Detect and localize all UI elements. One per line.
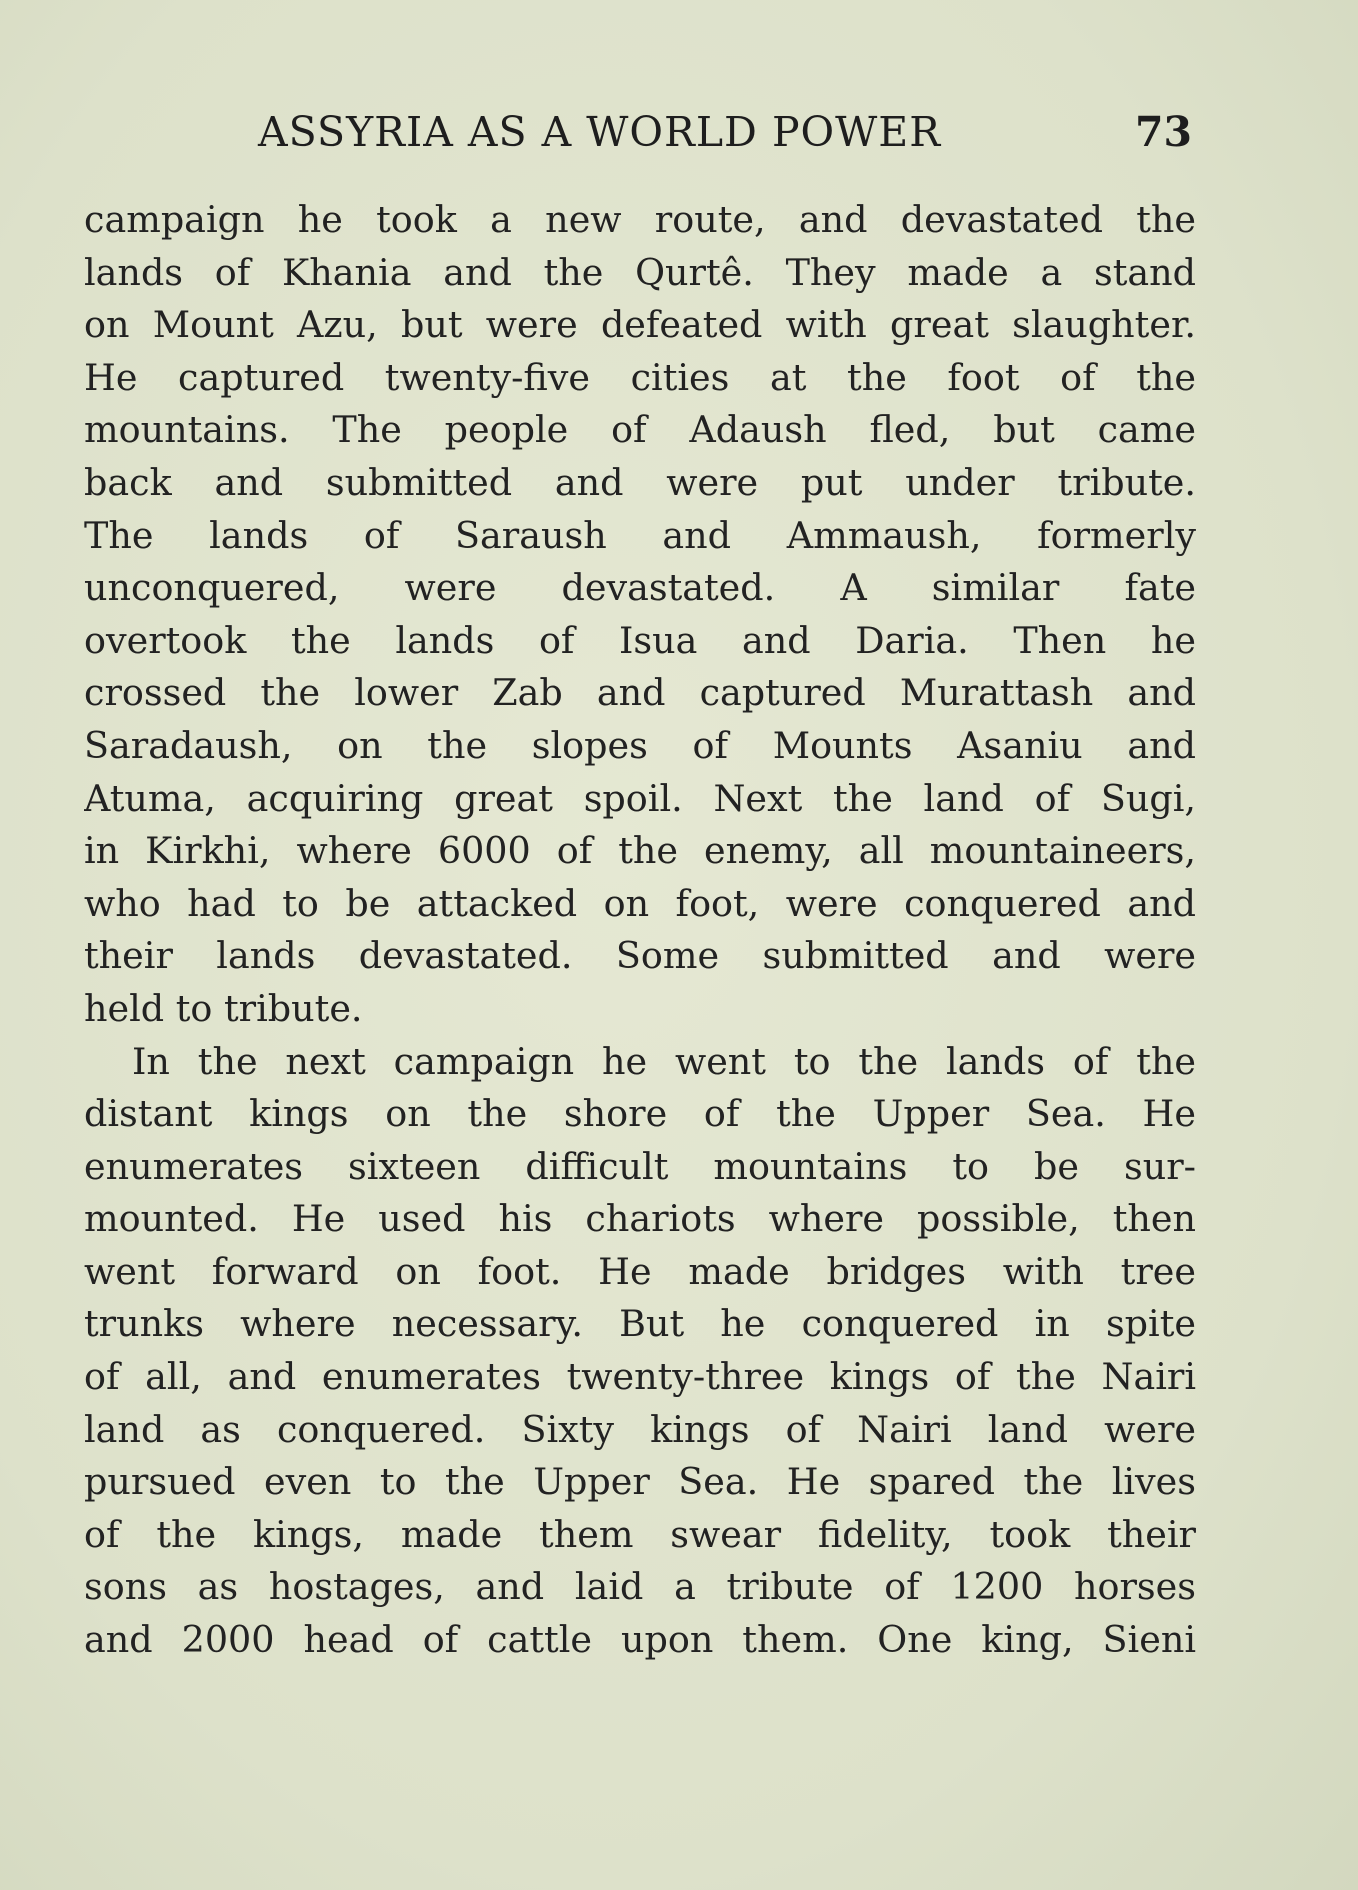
page-header — [0, 108, 1358, 160]
text-line: overtook the lands of Isua and Daria. Then he — [84, 618, 1196, 662]
text-line: of all, and enumerates twenty-three kings of the Nairi — [84, 1355, 1196, 1399]
text-line: Atuma, acquiring great spoil. Next the land of Sugi, — [84, 776, 1196, 820]
page-number: 73 — [1134, 108, 1192, 156]
running-head: ASSYRIA AS A WORLD POWER — [258, 108, 942, 156]
text-line: land as conquered. Sixty kings of Nairi land were — [84, 1407, 1196, 1451]
text-line: mounted. He used his chariots where possible, then — [84, 1197, 1196, 1241]
text-line: He captured twenty-five cities at the foot of the — [84, 355, 1196, 399]
text-line: pursued even to the Upper Sea. He spared the lives — [84, 1460, 1196, 1504]
text-line: who had to be attacked on foot, were conquered and — [84, 881, 1196, 925]
text-line: back and submitted and were put under tribute. — [84, 460, 1196, 504]
text-line: went forward on foot. He made bridges with tree — [84, 1249, 1196, 1293]
text-line: mountains. The people of Adaush fled, but came — [84, 408, 1196, 452]
text-line: sons as hostages, and laid a tribute of 1200 horses — [84, 1565, 1196, 1609]
text-line: crossed the lower Zab and captured Murattash and — [84, 671, 1196, 715]
text-line: and 2000 head of cattle upon them. One king, Sieni — [84, 1618, 1196, 1662]
text-line: The lands of Saraush and Ammaush, formerly — [84, 513, 1196, 557]
text-line: lands of Khania and the Qurtê. They made a stand — [84, 250, 1196, 294]
text-line: campaign he took a new route, and devastated the — [84, 198, 1196, 241]
text-line: enumerates sixteen difficult mountains to be sur- — [84, 1144, 1196, 1188]
text-line: In the next campaign he went to the lands of the — [132, 1039, 1196, 1083]
text-line: in Kirkhi, where 6000 of the enemy, all mountaineers, — [84, 829, 1196, 873]
text-line: distant kings on the shore of the Upper Sea. He — [84, 1092, 1196, 1136]
text-line: Saradaush, on the slopes of Mounts Asaniu and — [84, 723, 1196, 767]
text-line: trunks where necessary. But he conquered in spite — [84, 1302, 1196, 1346]
text-line: held to tribute. — [84, 986, 363, 1030]
text-line: their lands devastated. Some submitted and were — [84, 934, 1196, 978]
text-line: of the kings, made them swear fidelity, took their — [84, 1512, 1196, 1556]
body-text — [84, 194, 1196, 1667]
text-line: on Mount Azu, but were defeated with great slaughter. — [84, 303, 1196, 347]
text-line: unconquered, were devastated. A similar fate — [84, 566, 1196, 610]
